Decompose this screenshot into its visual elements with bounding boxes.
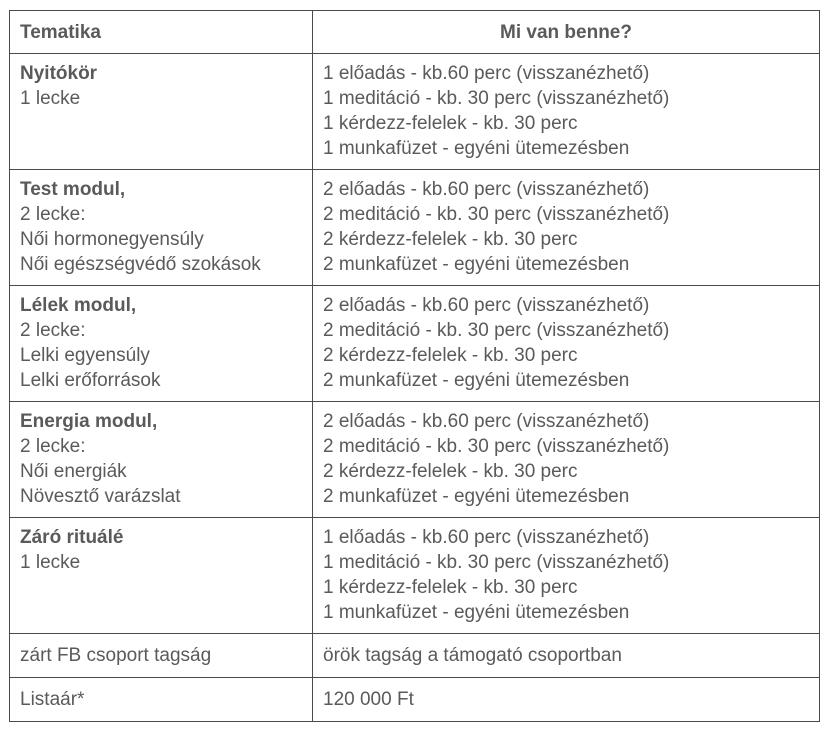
module-detail: Lelki egyensúly	[20, 345, 150, 366]
module-content-item: 2 munkafüzet - egyéni ütemezésben	[323, 370, 630, 391]
price-label: Listaár*	[10, 678, 313, 722]
table-row-price	[10, 678, 820, 722]
module-content-item: 1 kérdezz-felelek - kb. 30 perc	[323, 577, 578, 598]
module-content-item: 2 kérdezz-felelek - kb. 30 perc	[323, 345, 578, 366]
module-content-item: 2 kérdezz-felelek - kb. 30 perc	[323, 461, 578, 482]
price-value: 120 000 Ft	[313, 678, 820, 722]
group-value: örök tagság a támogató csoportban	[313, 634, 820, 678]
module-topic-cell	[10, 286, 313, 402]
module-detail: Növesztő varázslat	[20, 486, 181, 507]
module-content-item: 1 meditáció - kb. 30 perc (visszanézhető)	[323, 88, 670, 109]
header-contents: Mi van benne?	[313, 11, 820, 54]
module-detail: Női energiák	[20, 461, 127, 482]
module-content-item: 1 munkafüzet - egyéni ütemezésben	[323, 602, 630, 623]
module-content-item: 1 meditáció - kb. 30 perc (visszanézhető)	[323, 552, 670, 573]
table-row-group	[10, 634, 820, 678]
module-contents-cell	[313, 170, 820, 286]
module-content-item: 2 előadás - kb.60 perc (visszanézhető)	[323, 179, 650, 200]
table-row-module	[10, 170, 820, 286]
module-detail: 1 lecke	[20, 552, 81, 573]
module-title: Test modul,	[20, 179, 126, 200]
group-label: zárt FB csoport tagság	[10, 634, 313, 678]
module-topic-cell	[10, 402, 313, 518]
module-content-item: 2 munkafüzet - egyéni ütemezésben	[323, 486, 630, 507]
module-title: Energia modul,	[20, 411, 158, 432]
module-contents-cell	[313, 518, 820, 634]
header-tematika: Tematika	[10, 11, 313, 54]
module-topic-cell	[10, 54, 313, 170]
module-detail: Női hormonegyensúly	[20, 229, 204, 250]
table-row-module	[10, 286, 820, 402]
course-table	[9, 10, 820, 722]
module-content-item: 2 kérdezz-felelek - kb. 30 perc	[323, 229, 578, 250]
table-header-row	[10, 11, 820, 54]
module-content-item: 2 meditáció - kb. 30 perc (visszanézhető)	[323, 320, 670, 341]
module-topic-cell	[10, 518, 313, 634]
module-content-item: 2 meditáció - kb. 30 perc (visszanézhető)	[323, 436, 670, 457]
module-content-item: 1 munkafüzet - egyéni ütemezésben	[323, 138, 630, 159]
module-detail: Női egészségvédő szokások	[20, 254, 261, 275]
module-topic-cell	[10, 170, 313, 286]
module-contents-cell	[313, 402, 820, 518]
module-content-item: 2 előadás - kb.60 perc (visszanézhető)	[323, 411, 650, 432]
module-contents-cell	[313, 286, 820, 402]
module-title: Záró rituálé	[20, 527, 124, 548]
module-content-item: 2 meditáció - kb. 30 perc (visszanézhető)	[323, 204, 670, 225]
table-row-module	[10, 54, 820, 170]
module-content-item: 2 munkafüzet - egyéni ütemezésben	[323, 254, 630, 275]
module-detail: 2 lecke:	[20, 204, 86, 225]
module-content-item: 1 kérdezz-felelek - kb. 30 perc	[323, 113, 578, 134]
module-contents-cell	[313, 54, 820, 170]
table-row-module	[10, 402, 820, 518]
module-detail: 1 lecke	[20, 88, 81, 109]
module-title: Lélek modul,	[20, 295, 137, 316]
table-row-module	[10, 518, 820, 634]
module-content-item: 1 előadás - kb.60 perc (visszanézhető)	[323, 63, 650, 84]
module-detail: 2 lecke:	[20, 320, 86, 341]
module-detail: Lelki erőforrások	[20, 370, 161, 391]
module-content-item: 2 előadás - kb.60 perc (visszanézhető)	[323, 295, 650, 316]
module-detail: 2 lecke:	[20, 436, 86, 457]
module-title: Nyitókör	[20, 63, 98, 84]
module-content-item: 1 előadás - kb.60 perc (visszanézhető)	[323, 527, 650, 548]
